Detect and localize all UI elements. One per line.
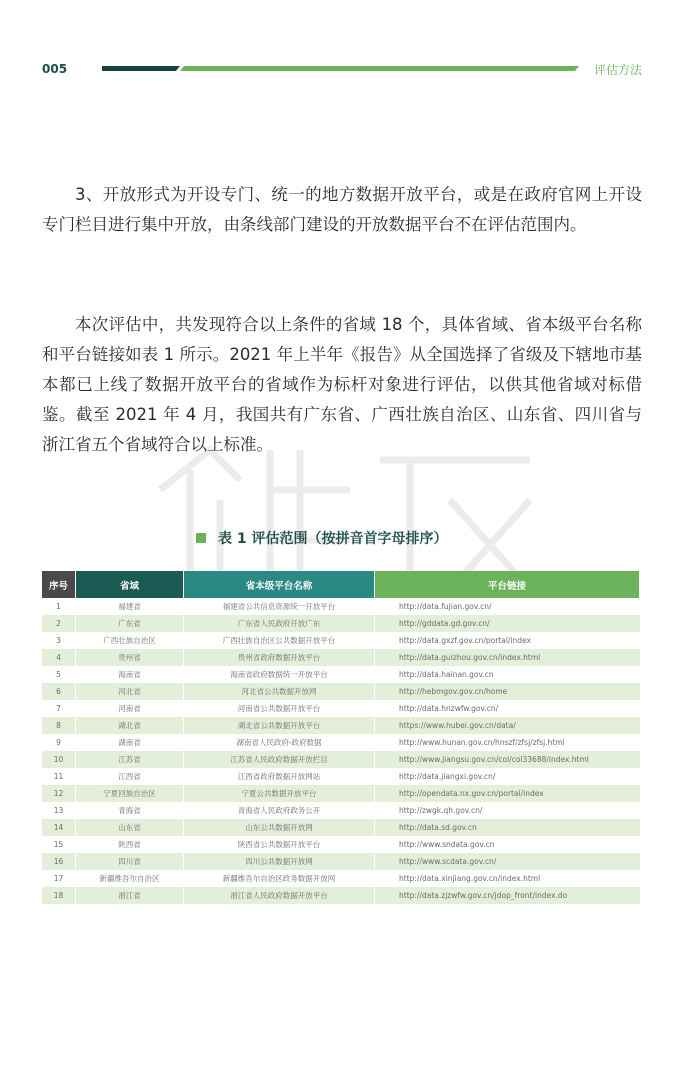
table-header-row [42, 571, 640, 598]
cell-platform-link: http://data.xinjiang.gov.cn/index.html [375, 870, 640, 887]
cell-platform-name: 河北省公共数据开放网 [184, 683, 375, 700]
cell-province: 海南省 [76, 666, 184, 683]
cell-index: 5 [42, 666, 76, 683]
paragraph-open-form: 3、开放形式为开设专门、统一的地方数据开放平台，或是在政府官网上开设专门栏目进行集中开放，由条线部门建设的开放数据平台不在评估范围内。 [42, 185, 642, 234]
cell-platform-link: http://data.gxzf.gov.cn/portal/index [375, 632, 640, 649]
cell-platform-link: http://www.hunan.gov.cn/hnszf/zfsj/zfsj.html [375, 734, 640, 751]
cell-index: 14 [42, 819, 76, 836]
caption-square-icon [196, 533, 206, 543]
table-caption-text: 表 1 评估范围（按拼音首字母排序） [218, 531, 448, 547]
header-province: 省域 [76, 571, 184, 598]
cell-platform-name: 海南省政府数据统一开放平台 [184, 666, 375, 683]
cell-platform-name: 福建省公共信息资源统一开放平台 [184, 598, 375, 615]
cell-platform-link: http://data.guizhou.gov.cn/index.html [375, 649, 640, 666]
cell-province: 山东省 [76, 819, 184, 836]
table-caption [196, 528, 448, 548]
cell-index: 7 [42, 700, 76, 717]
table-row [42, 751, 640, 768]
table-row [42, 717, 640, 734]
header-index: 序号 [42, 571, 76, 598]
cell-platform-name: 山东公共数据开放网 [184, 819, 375, 836]
table-row [42, 887, 640, 904]
cell-platform-link: http://www.jiangsu.gov.cn/col/col33688/index.html [375, 751, 640, 768]
table-row [42, 785, 640, 802]
header-platform-link: 平台链接 [375, 571, 640, 598]
cell-platform-name: 湖北省公共数据开放平台 [184, 717, 375, 734]
cell-province: 广西壮族自治区 [76, 632, 184, 649]
table-row [42, 632, 640, 649]
cell-platform-link: http://gddata.gd.gov.cn/ [375, 615, 640, 632]
cell-platform-link: https://www.hubei.gov.cn/data/ [375, 717, 640, 734]
cell-province: 四川省 [76, 853, 184, 870]
cell-index: 3 [42, 632, 76, 649]
table-row [42, 870, 640, 887]
table-row [42, 649, 640, 666]
cell-index: 15 [42, 836, 76, 853]
cell-index: 2 [42, 615, 76, 632]
cell-platform-name: 河南省公共数据开放平台 [184, 700, 375, 717]
cell-platform-name: 青海省人民政府政务公开 [184, 802, 375, 819]
cell-platform-link: http://www.scdata.gov.cn/ [375, 853, 640, 870]
header-platform-name: 省本级平台名称 [184, 571, 375, 598]
cell-index: 11 [42, 768, 76, 785]
cell-platform-link: http://zwgk.qh.gov.cn/ [375, 802, 640, 819]
table-row [42, 853, 640, 870]
cell-platform-link: http://opendata.nx.gov.cn/portal/index [375, 785, 640, 802]
header-bar-green [180, 66, 579, 71]
cell-province: 广东省 [76, 615, 184, 632]
cell-province: 河南省 [76, 700, 184, 717]
page-header [0, 58, 680, 82]
cell-province: 江西省 [76, 768, 184, 785]
table-row [42, 666, 640, 683]
cell-index: 4 [42, 649, 76, 666]
cell-platform-name: 四川公共数据开放网 [184, 853, 375, 870]
table-row [42, 598, 640, 615]
scope-table [42, 571, 640, 904]
cell-platform-name: 宁夏公共数据开放平台 [184, 785, 375, 802]
cell-index: 9 [42, 734, 76, 751]
cell-platform-link: http://www.sndata.gov.cn [375, 836, 640, 853]
section-title: 评估方法 [594, 63, 643, 77]
cell-province: 青海省 [76, 802, 184, 819]
table-body [42, 598, 640, 904]
cell-province: 陕西省 [76, 836, 184, 853]
cell-platform-link: http://data.zjzwfw.gov.cn/jdop_front/index.do [375, 887, 640, 904]
cell-province: 浙江省 [76, 887, 184, 904]
header-bar-dark [102, 66, 180, 71]
cell-index: 8 [42, 717, 76, 734]
cell-platform-link: http://data.fujian.gov.cn/ [375, 598, 640, 615]
table-row [42, 836, 640, 853]
cell-platform-link: http://data.sd.gov.cn [375, 819, 640, 836]
table-row [42, 700, 640, 717]
cell-platform-name: 浙江省人民政府数据开放平台 [184, 887, 375, 904]
cell-platform-link: http://hebmgov.gov.cn/home [375, 683, 640, 700]
cell-province: 湖南省 [76, 734, 184, 751]
cell-index: 18 [42, 887, 76, 904]
cell-province: 新疆维吾尔自治区 [76, 870, 184, 887]
cell-province: 宁夏回族自治区 [76, 785, 184, 802]
cell-platform-name: 湖南省人民政府-政府数据 [184, 734, 375, 751]
cell-platform-name: 广东省人民政府开放广东 [184, 615, 375, 632]
cell-platform-name: 贵州省政府数据开放平台 [184, 649, 375, 666]
paragraph-assessment-scope: 本次评估中，共发现符合以上条件的省域 18 个，具体省域、省本级平台名称和平台链接如表 1 所示。2021 年上半年《报告》从全国选择了省级及下辖地市基本都已上线了数据开放平台的省域作为标杆对象进行评估，以供其他省域对标借鉴。截至 2021 年 4 月，我国共有广东省、广西壮族自治区、山东省、四川省与浙江省五个省域符合以上标准。 [42, 315, 642, 454]
cell-province: 贵州省 [76, 649, 184, 666]
cell-index: 1 [42, 598, 76, 615]
cell-platform-name: 新疆维吾尔自治区政务数据开放网 [184, 870, 375, 887]
cell-platform-name: 广西壮族自治区公共数据开放平台 [184, 632, 375, 649]
cell-province: 江苏省 [76, 751, 184, 768]
cell-platform-name: 陕西省公共数据开放平台 [184, 836, 375, 853]
cell-index: 13 [42, 802, 76, 819]
cell-province: 福建省 [76, 598, 184, 615]
table-row [42, 683, 640, 700]
cell-platform-link: http://data.hnzwfw.gov.cn/ [375, 700, 640, 717]
cell-index: 12 [42, 785, 76, 802]
table-row [42, 734, 640, 751]
cell-index: 6 [42, 683, 76, 700]
table-row [42, 768, 640, 785]
table-row [42, 819, 640, 836]
cell-platform-link: http://data.jiangxi.gov.cn/ [375, 768, 640, 785]
cell-index: 16 [42, 853, 76, 870]
page-number: 005 [42, 62, 68, 76]
cell-platform-name: 江苏省人民政府数据开放栏目 [184, 751, 375, 768]
cell-platform-link: http://data.hainan.gov.cn [375, 666, 640, 683]
cell-province: 河北省 [76, 683, 184, 700]
table-row [42, 615, 640, 632]
cell-platform-name: 江西省政府数据开放网站 [184, 768, 375, 785]
cell-province: 湖北省 [76, 717, 184, 734]
cell-index: 17 [42, 870, 76, 887]
table-row [42, 802, 640, 819]
cell-index: 10 [42, 751, 76, 768]
